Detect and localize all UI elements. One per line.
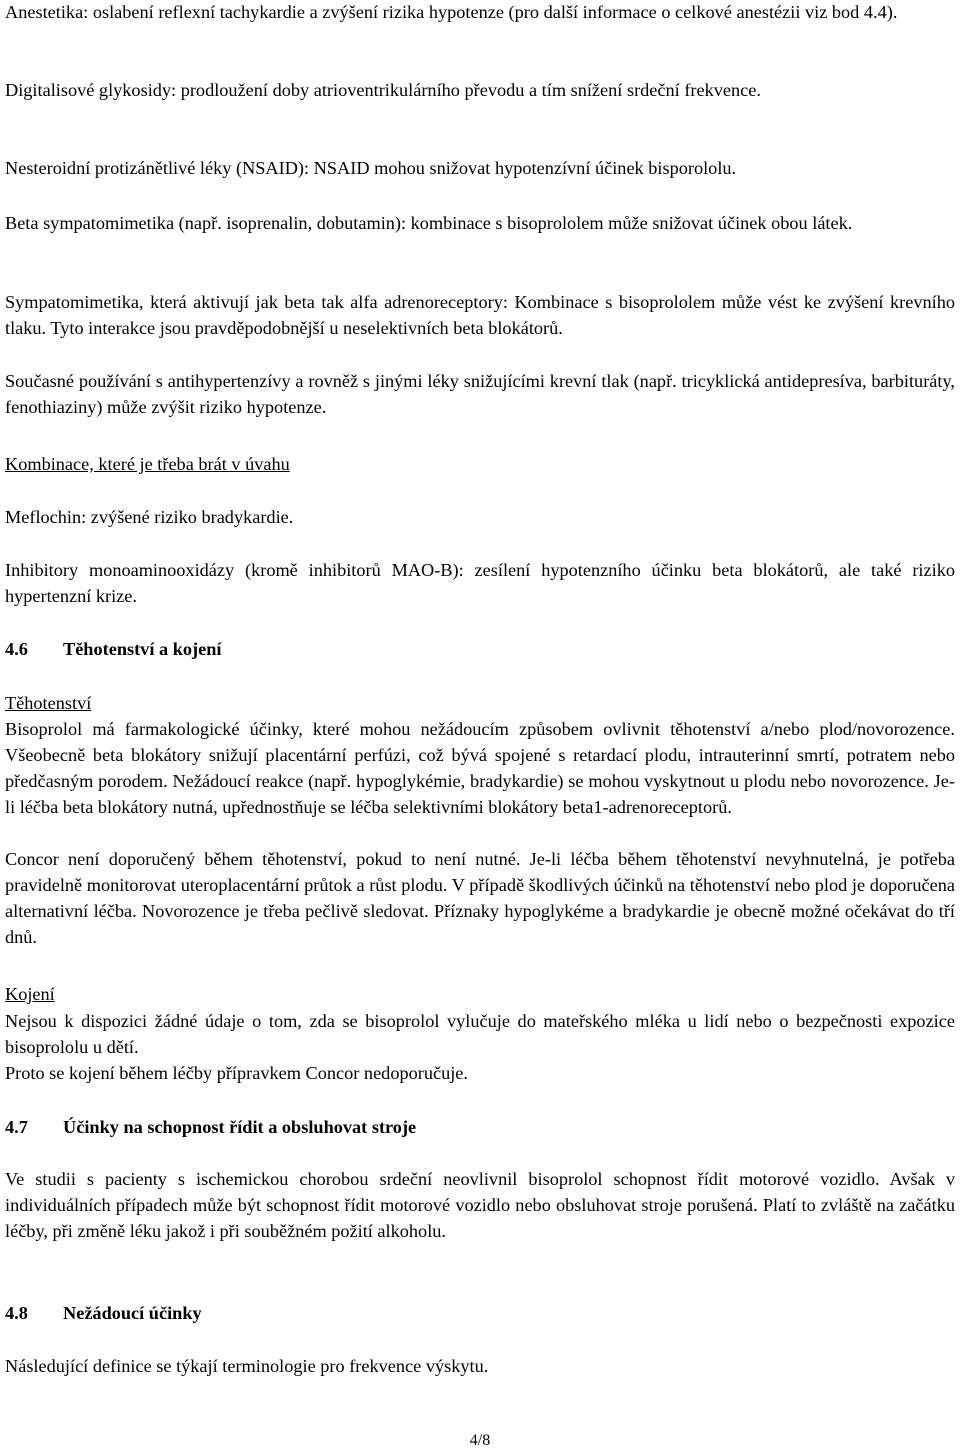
subheading-kojeni: Kojení: [5, 984, 55, 1004]
paragraph-meflochin: Meflochin: zvýšené riziko bradykardie.: [5, 507, 294, 527]
section-title: Těhotenství a kojení: [63, 639, 222, 659]
paragraph-nsaid: Nesteroidní protizánětlivé léky (NSAID): NSAID mohou snižovat hypotenzívní účinek bisporololu.: [5, 158, 737, 178]
section-number: 4.7: [5, 1117, 28, 1137]
paragraph-tehotenstvi-2: Concor není doporučený během těhotenství, pokud to není nutné. Je-li léčba během těhotenství nevyhnutelná, je potřeba pravidelně monitorovat uteroplacentární průtok a růst plodu. V případě škodlivých účinků na těhotenství nebo plod je doporučena alternativní léčba. Novorozence je třeba pečlivě sledovat. Příznaky hypoglykéme a bradykardie je obecně možné očekávat do tří dnů.: [5, 849, 955, 947]
section-heading-4-8: [5, 1300, 202, 1326]
paragraph-definice: Následující definice se týkají terminologie pro frekvence výskytu.: [5, 1356, 489, 1376]
paragraph-mao-inhibitory: Inhibitory monoaminooxidázy (kromě inhibitorů MAO-B): zesílení hypotenzního účinku beta blokátorů, ale také riziko hypertenzní krize.: [5, 560, 955, 606]
subheading-kombinace: Kombinace, které je třeba brát v úvahu: [5, 454, 290, 474]
paragraph-soucasne-pouzivani: Současné používání s antihypertenzívy a rovněž s jinými léky snižujícími krevní tlak (např. tricyklická antidepresíva, barbituráty, fenothiaziny) může zvýšit riziko hypotenze.: [5, 371, 955, 417]
section-number: 4.6: [5, 639, 28, 659]
section-title: Nežádoucí účinky: [63, 1303, 202, 1323]
paragraph-kojeni-2: Proto se kojení během léčby přípravkem Concor nedoporučuje.: [5, 1063, 468, 1083]
paragraph-beta-sympatomimetika: Beta sympatomimetika (např. isoprenalin, dobutamin): kombinace s bisoprololem může snižovat účinek obou látek.: [5, 213, 853, 233]
paragraph-sympatomimetika-alfa: Sympatomimetika, která aktivují jak beta tak alfa adrenoreceptory: Kombinace s bisoprololem může vést ke zvýšení krevního tlaku. Tyto interakce jsou pravděpodobnější u neselektivních beta blokátorů.: [5, 292, 955, 338]
paragraph-rizeni: Ve studii s pacienty s ischemickou chorobou srdeční neovlivnil bisoprolol schopnost řídit motorové vozidlo. Avšak v individuálních případech může být schopnost řídit motorové vozidlo nebo obsluhovat stroje porušená. Platí to zvláště na začátku léčby, při změně léku jakož i při souběžném požití alkoholu.: [5, 1169, 955, 1241]
section-number: 4.8: [5, 1303, 28, 1323]
subheading-tehotenstvi: Těhotenství: [5, 693, 92, 713]
paragraph-tehotenstvi-1: Bisoprolol má farmakologické účinky, které mohou nežádoucím způsobem ovlivnit těhotenství a/nebo plod/novorozence. Všeobecně beta blokátory snižují placentární perfúzi, což bývá spojené s retardací plodu, intrauterinní smrtí, potratem nebo předčasným porodem. Nežádoucí reakce (např. hypoglykémie, bradykardie) se mohou vyskytnout u plodu nebo novorozence. Je-li léčba beta blokátory nutná, upřednostňuje se léčba selektivními blokátory beta1-adrenoreceptorů.: [5, 719, 955, 817]
section-heading-4-6: [5, 636, 221, 662]
page-number: 4/8: [469, 1432, 491, 1449]
paragraph-anestetika: Anestetika: oslabení reflexní tachykardie a zvýšení rizika hypotenze (pro další informace o celkové anestézii viz bod 4.4).: [5, 2, 898, 22]
paragraph-kojeni-1: Nejsou k dispozici žádné údaje o tom, zda se bisoprolol vylučuje do mateřského mléka u lidí nebo o bezpečnosti expozice bisoprololu u dětí.: [5, 1011, 955, 1057]
section-title: Účinky na schopnost řídit a obsluhovat stroje: [63, 1117, 417, 1137]
paragraph-digitalis: Digitalisové glykosidy: prodloužení doby atrioventrikulárního převodu a tím snížení srdeční frekvence.: [5, 80, 761, 100]
section-heading-4-7: [5, 1114, 416, 1140]
